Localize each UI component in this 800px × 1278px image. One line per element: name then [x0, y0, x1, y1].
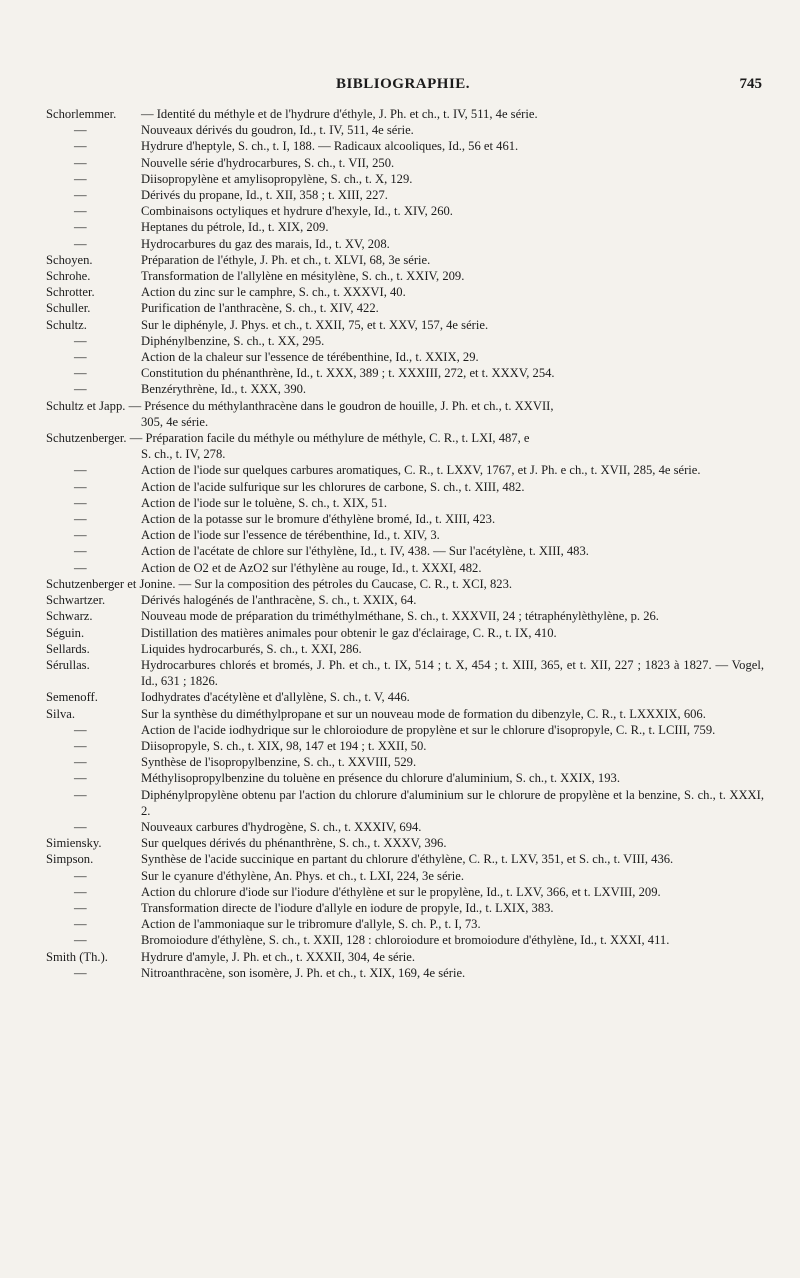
- bibliography-entry: [46, 851, 764, 867]
- entry-text: Diisopropyle, S. ch., t. XIX, 98, 147 et 194 ; t. XXII, 50.: [141, 738, 427, 753]
- bibliography-entry: [46, 462, 764, 478]
- bibliography-entry: [46, 560, 764, 576]
- bibliography-entry: [46, 949, 764, 965]
- entry-text: Hydrocarbures chlorés et bromés, J. Ph. et ch., t. IX, 514 ; t. X, 454 ; t. XIII, 365, et t. XII, 227 ; 1823 à 1827. — Vogel, Id., 631 ; 1826.: [141, 657, 764, 689]
- entry-author: Schuller.: [46, 301, 91, 316]
- entry-author: Schorlemmer.: [46, 107, 117, 121]
- entry-author: Smith (Th.).: [46, 949, 108, 964]
- entry-author: Silva.: [46, 706, 76, 721]
- entry-text: — Identité du méthyle et de l'hydrure d'éthyle, J. Ph. et ch., t. IV, 511, 4e série.: [141, 107, 538, 121]
- page-header: [44, 76, 762, 98]
- entry-text: Action de l'iode sur l'essence de térébenthine, Id., t. XIV, 3.: [141, 528, 440, 543]
- bibliography-entry: [46, 965, 764, 981]
- bibliography-entry: [46, 722, 764, 738]
- page-number: 745: [739, 76, 762, 92]
- bibliography-entry: [46, 884, 764, 900]
- entry-text: Transformation directe de l'iodure d'allyle en iodure de propyle, Id., t. LXIX, 383.: [141, 900, 554, 915]
- entry-text: Hydrure d'amyle, J. Ph. et ch., t. XXXII, 304, 4e série.: [141, 949, 416, 964]
- entry-text: Diisopropylène et amylisopropylène, S. ch., t. X, 129.: [141, 171, 413, 186]
- bibliography-entry: [46, 608, 764, 624]
- bibliography-entry: [46, 641, 764, 657]
- entry-text: Action de l'iode sur quelques carbures aromatiques, C. R., t. LXXV, 1767, et J. Ph. e ch., t. XVII, 285, 4e série.: [141, 463, 701, 478]
- bibliography-entry: [46, 122, 764, 138]
- entry-text: Sur quelques dérivés du phénanthrène, S. ch., t. XXXV, 396.: [141, 836, 447, 851]
- entry-author: —: [74, 560, 87, 575]
- bibliography-entry: [46, 868, 764, 884]
- entry-author: —: [74, 771, 87, 786]
- bibliography-entry: [46, 527, 764, 543]
- bibliography-entry: [46, 819, 764, 835]
- bibliography-entry: [46, 430, 764, 462]
- entry-author: Simiensky.: [46, 836, 102, 851]
- bibliography-entry: [46, 916, 764, 932]
- bibliography-entry: [46, 900, 764, 916]
- entry-author: —: [74, 479, 87, 494]
- entry-text: Action de l'acétate de chlore sur l'éthylène, Id., t. IV, 438. — Sur l'acétylène, t. XIII, 483.: [141, 544, 589, 559]
- entry-text: Dérivés du propane, Id., t. XII, 358 ; t. XIII, 227.: [141, 188, 388, 203]
- bibliography-entry: [46, 203, 764, 219]
- bibliography-entry: [46, 333, 764, 349]
- entry-author: —: [74, 755, 87, 770]
- bibliography-entry: [46, 576, 764, 592]
- entry-author: Simpson.: [46, 852, 94, 867]
- entry-text: Transformation de l'allylène en mésitylène, S. ch., t. XXIV, 209.: [141, 269, 465, 284]
- entry-text: Hydrocarbures du gaz des marais, Id., t. XV, 208.: [141, 236, 390, 251]
- bibliography-entry: [46, 219, 764, 235]
- entry-text: Synthèse de l'isopropylbenzine, S. ch., t. XXVIII, 529.: [141, 755, 417, 770]
- entry-author: —: [74, 868, 87, 883]
- entry-text: Action de la potasse sur le bromure d'éthylène bromé, Id., t. XIII, 423.: [141, 512, 496, 527]
- entry-author: —: [74, 204, 87, 219]
- entry-author: Schwartzer.: [46, 593, 106, 608]
- entry-text-continuation: 305, 4e série.: [141, 414, 209, 429]
- entry-author: Schrohe.: [46, 269, 91, 284]
- entry-text: Action de l'iode sur le toluène, S. ch., t. XIX, 51.: [141, 495, 388, 510]
- entry-author: —: [74, 819, 87, 834]
- bibliography-entry: [46, 479, 764, 495]
- entry-text: Distillation des matières animales pour obtenir le gaz d'éclairage, C. R., t. IX, 410.: [141, 625, 557, 640]
- bibliography-entry: [46, 268, 764, 284]
- entry-text: Benzérythrène, Id., t. XXX, 390.: [141, 382, 307, 397]
- bibliography-entry: [46, 495, 764, 511]
- entry-text: Action de l'acide sulfurique sur les chlorures de carbone, S. ch., t. XIII, 482.: [141, 479, 525, 494]
- entry-author: —: [74, 528, 87, 543]
- entry-text: Constitution du phénanthrène, Id., t. XXX, 389 ; t. XXXIII, 272, et t. XXXV, 254.: [141, 366, 555, 381]
- entry-text: Nouvelle série d'hydrocarbures, S. ch., t. VII, 250.: [141, 155, 395, 170]
- entry-text: Action de l'acide iodhydrique sur le chloroiodure de propylène et sur le chlorure d'isopropyle, C. R., t. LCIII, 759.: [141, 722, 716, 737]
- entry-text: Action du chlorure d'iode sur l'iodure d'éthylène et sur le propylène, Id., t. LXV, 366, et t. LXVIII, 209.: [141, 884, 661, 899]
- entry-text: Dérivés halogénés de l'anthracène, S. ch., t. XXIX, 64.: [141, 593, 417, 608]
- entry-author: Schultz.: [46, 317, 87, 332]
- running-title: BIBLIOGRAPHIE.: [335, 76, 471, 92]
- bibliography-entries: [46, 106, 764, 981]
- entry-author: Schutzenberger.: [46, 431, 127, 446]
- entry-author: —: [74, 382, 87, 397]
- entry-author: Schoyen.: [46, 252, 93, 267]
- entry-author: Schrotter.: [46, 285, 95, 300]
- bibliography-entry: [46, 787, 764, 819]
- entry-author: —: [74, 123, 87, 138]
- entry-author: —: [74, 333, 87, 348]
- entry-text: Diphénylpropylène obtenu par l'action du chlorure d'aluminium sur le chlorure de propylène et la benzine, S. ch., t. XXXI, 2.: [141, 787, 764, 818]
- bibliography-entry: [46, 932, 764, 948]
- entry-text: Bromoiodure d'éthylène, S. ch., t. XXII, 128 : chloroiodure et bromoiodure d'éthylène, Id., t. XXXI, 411.: [141, 933, 670, 948]
- bibliography-entry: [46, 398, 764, 430]
- entry-text: Action du zinc sur le camphre, S. ch., t. XXXVI, 40.: [141, 285, 406, 300]
- entry-text-continuation: S. ch., t. IV, 278.: [141, 447, 226, 462]
- entry-text: Sur la synthèse du diméthylpropane et sur un nouveau mode de formation du dibenzyle, C. R., t. LXXXIX, 606.: [141, 706, 706, 721]
- entry-author: —: [74, 965, 87, 980]
- bibliography-entry: [46, 543, 764, 559]
- entry-author: —: [74, 722, 87, 737]
- entry-text: Sur le cyanure d'éthylène, An. Phys. et ch., t. LXI, 224, 3e série.: [141, 868, 464, 883]
- entry-author: —: [74, 220, 87, 235]
- entry-text: Préparation de l'éthyle, J. Ph. et ch., t. XLVI, 68, 3e série.: [141, 252, 431, 267]
- entry-text: Purification de l'anthracène, S. ch., t. XIV, 422.: [141, 301, 379, 316]
- entry-text: Nouveaux carbures d'hydrogène, S. ch., t. XXXIV, 694.: [141, 819, 422, 834]
- entry-author: —: [74, 171, 87, 186]
- bibliography-entry: [46, 106, 764, 122]
- bibliography-entry: [46, 738, 764, 754]
- entry-text: Liquides hydrocarburés, S. ch., t. XXI, 286.: [141, 641, 362, 656]
- entry-text: Nouveaux dérivés du goudron, Id., t. IV, 511, 4e série.: [141, 123, 414, 138]
- bibliography-entry: [46, 138, 764, 154]
- entry-author: —: [74, 155, 87, 170]
- entry-author: —: [74, 463, 87, 478]
- entry-author: —: [74, 188, 87, 203]
- bibliography-entry: [46, 187, 764, 203]
- entry-text: Heptanes du pétrole, Id., t. XIX, 209.: [141, 220, 329, 235]
- entry-author: —: [74, 544, 87, 559]
- bibliography-entry: [46, 317, 764, 333]
- bibliography-entry: [46, 171, 764, 187]
- bibliography-entry: [46, 365, 764, 381]
- entry-author: Schutzenberger et Jonine.: [46, 576, 176, 591]
- bibliography-entry: [46, 300, 764, 316]
- entry-author: —: [74, 900, 87, 915]
- entry-author: —: [74, 884, 87, 899]
- bibliography-entry: [46, 284, 764, 300]
- bibliography-entry: [46, 835, 764, 851]
- entry-text: Hydrure d'heptyle, S. ch., t. I, 188. — Radicaux alcooliques, Id., 56 et 461.: [141, 139, 519, 154]
- bibliography-entry: [46, 511, 764, 527]
- entry-text: — Sur la composition des pétroles du Caucase, C. R., t. XCI, 823.: [178, 576, 513, 591]
- entry-text: Sur le diphényle, J. Phys. et ch., t. XXII, 75, et t. XXV, 157, 4e série.: [141, 317, 489, 332]
- entry-author: —: [74, 512, 87, 527]
- entry-author: Sérullas.: [46, 657, 90, 672]
- entry-author: —: [74, 350, 87, 365]
- entry-text: Combinaisons octyliques et hydrure d'hexyle, Id., t. XIV, 260.: [141, 204, 453, 219]
- entry-author: Semenoff.: [46, 690, 98, 705]
- bibliography-entry: [46, 236, 764, 252]
- entry-author: —: [74, 933, 87, 948]
- entry-text: Diphénylbenzine, S. ch., t. XX, 295.: [141, 333, 325, 348]
- bibliography-entry: [46, 689, 764, 705]
- entry-text: Méthylisopropylbenzine du toluène en présence du chlorure d'aluminium, S. ch., t. XXIX, 193.: [141, 771, 620, 786]
- bibliography-entry: [46, 706, 764, 722]
- entry-text: Action de O2 et de AzO2 sur l'éthylène au rouge, Id., t. XXXI, 482.: [141, 560, 482, 575]
- bibliography-entry: [46, 657, 764, 689]
- entry-text: Nouveau mode de préparation du triméthylméthane, S. ch., t. XXXVII, 24 ; tétraphénylèthylène, p. 26.: [141, 609, 659, 624]
- entry-text: Action de l'ammoniaque sur le tribromure d'allyle, S. ch. P., t. I, 73.: [141, 917, 481, 932]
- bibliography-entry: [46, 381, 764, 397]
- entry-author: —: [74, 366, 87, 381]
- bibliography-entry: [46, 625, 764, 641]
- entry-text: — Présence du méthylanthracène dans le goudron de houille, J. Ph. et ch., t. XXVII,: [128, 398, 554, 413]
- entry-author: —: [74, 236, 87, 251]
- entry-author: —: [74, 495, 87, 510]
- entry-text: Synthèse de l'acide succinique en partant du chlorure d'éthylène, C. R., t. LXV, 351, et S. ch., t. VIII, 436.: [141, 852, 674, 867]
- bibliography-entry: [46, 592, 764, 608]
- entry-author: Sellards.: [46, 641, 90, 656]
- entry-author: Schwarz.: [46, 609, 93, 624]
- entry-text: Action de la chaleur sur l'essence de térébenthine, Id., t. XXIX, 29.: [141, 350, 479, 365]
- entry-author: Schultz et Japp.: [46, 398, 126, 413]
- entry-text: Iodhydrates d'acétylène et d'allylène, S. ch., t. V, 446.: [141, 690, 410, 705]
- entry-text: Nitroanthracène, son isomère, J. Ph. et ch., t. XIX, 169, 4e série.: [141, 965, 466, 980]
- entry-text: — Préparation facile du méthyle ou méthylure de méthyle, C. R., t. LXI, 487, e: [129, 431, 530, 446]
- bibliography-entry: [46, 754, 764, 770]
- bibliography-entry: [46, 252, 764, 268]
- entry-author: —: [74, 787, 87, 802]
- bibliography-entry: [46, 770, 764, 786]
- entry-author: —: [74, 139, 87, 154]
- entry-author: —: [74, 917, 87, 932]
- bibliography-entry: [46, 349, 764, 365]
- entry-author: Séguin.: [46, 625, 85, 640]
- bibliography-entry: [46, 155, 764, 171]
- entry-author: —: [74, 738, 87, 753]
